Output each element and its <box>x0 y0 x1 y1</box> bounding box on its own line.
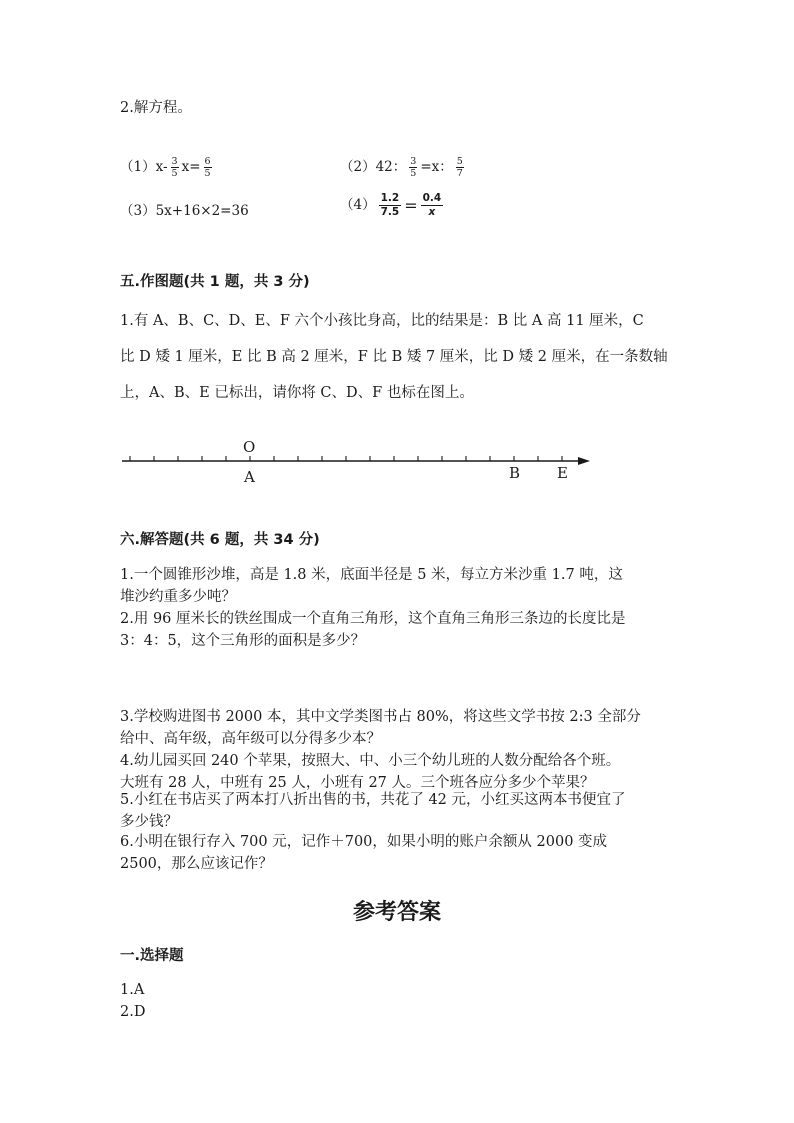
question-line: 2500，那么应该记作？ <box>120 856 273 872</box>
origin-label: O <box>243 438 256 456</box>
answer-item: 2.D <box>120 1004 146 1020</box>
point-label-e: E <box>557 464 568 482</box>
answer-item: 1.A <box>120 982 145 998</box>
equation-label: （1）x- <box>120 159 168 175</box>
point-label-b: B <box>509 464 521 482</box>
question-2 <box>120 608 626 652</box>
question-5 <box>120 789 626 833</box>
fraction: $\frac{6}{5}$ <box>204 156 211 179</box>
answers-section-1-title: 一.选择题 <box>120 948 184 964</box>
question-line: 2.用 96 厘米长的铁丝围成一个直角三角形，这个直角三角形三条边的长度比是 <box>120 611 626 627</box>
section-5-line: 1.有 A、B、C、D、E、F 六个小孩比身高，比的结果是：B 比 A 高 11 厘米，C <box>120 313 644 329</box>
question-line: 大班有 28 人，中班有 25 人，小班有 27 人。三个班各应分多少个苹果？ <box>120 775 595 791</box>
question-1 <box>120 564 623 608</box>
section-5-line: 比 D 矮 1 厘米，E 比 B 高 2 厘米，F 比 B 矮 7 厘米，比 D 矮 2 厘米，在一条数轴 <box>120 349 668 365</box>
question-4 <box>120 750 620 794</box>
question-line: 5.小红在书店买了两本打八折出售的书，共花了 42 元，小红买这两本书便宜了 <box>120 792 626 808</box>
point-label-a: A <box>244 468 255 486</box>
section-6-title: 六.解答题(共 6 题，共 34 分) <box>120 532 320 548</box>
question-line: 多少钱？ <box>120 814 178 830</box>
question-line: 给中、高年级，高年级可以分得多少本？ <box>120 731 381 747</box>
section-5-line: 上，A、B、E 已标出，请你将 C、D、F 也标在图上。 <box>120 385 474 401</box>
question-line: 3.学校购进图书 2000 本，其中文学类图书占 80%，将这些文学书按 2:3 全部分 <box>120 709 641 725</box>
question-line: 堆沙约重多少吨？ <box>120 589 236 605</box>
fraction: $\frac{3}{5}$ <box>171 156 178 179</box>
equation-2 <box>340 155 467 179</box>
equation-text: x= <box>181 159 201 175</box>
number-line-ticks <box>130 456 562 461</box>
equation-1 <box>120 155 215 179</box>
fraction: $\frac{5}{7}$ <box>456 156 463 179</box>
equation-3: （3）5x+16×2=36 <box>120 203 249 219</box>
number-line <box>0 430 794 490</box>
equation-4 <box>340 192 446 219</box>
question-line: 4.幼儿园买回 240 个苹果，按照大、中、小三个幼儿班的人数分配给各个班。 <box>120 753 621 769</box>
answers-title: 参考答案 <box>352 899 441 925</box>
section-5-title: 五.作图题(共 1 题，共 3 分) <box>120 274 310 290</box>
equation-label: （4） <box>340 197 376 213</box>
fraction: $\frac{3}{5}$ <box>410 156 417 179</box>
question-3 <box>120 706 641 750</box>
question-heading: 2.解方程。 <box>120 100 192 116</box>
question-line: 1.一个圆锥形沙堆，高是 1.8 米，底面半径是 5 米，每立方米沙重 1.7 吨，这 <box>120 567 623 583</box>
equation-label: （2）42： <box>340 159 407 175</box>
equals-sign: = <box>404 196 418 215</box>
equation-text: =x： <box>420 159 453 175</box>
question-line: 3：4：5，这个三角形的面积是多少？ <box>120 633 366 649</box>
question-line: 6.小明在银行存入 700 元，记作＋700，如果小明的账户余额从 2000 变成 <box>120 834 608 850</box>
question-6 <box>120 831 607 875</box>
arrow-head-icon <box>578 457 590 465</box>
fraction: $\frac{0.4}{x}$ <box>422 192 442 218</box>
fraction: $\frac{1.2}{7.5}$ <box>380 192 400 218</box>
